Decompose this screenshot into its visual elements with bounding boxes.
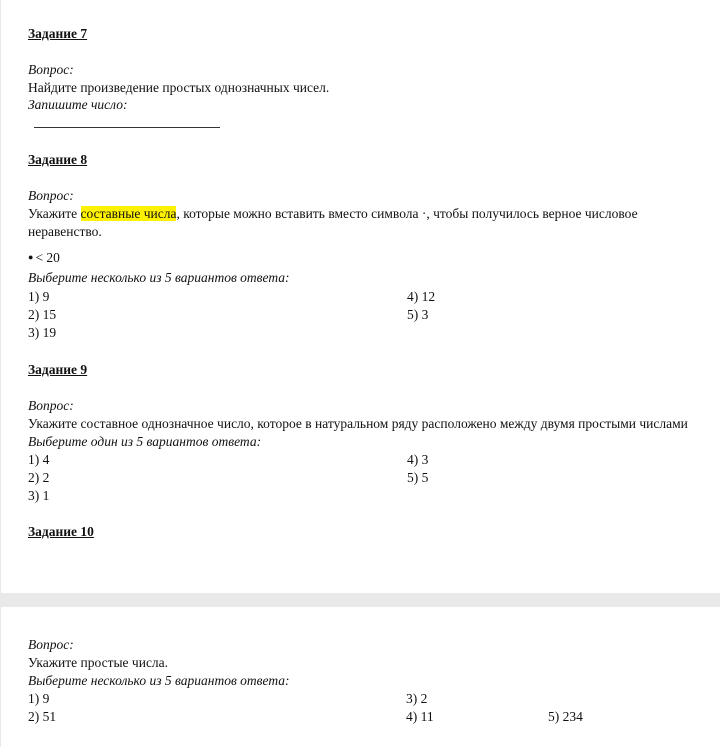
task-10-instruction: Выберите несколько из 5 вариантов ответа: [28,673,290,688]
task-8-highlighted-term: составные числа [80,206,177,221]
task-8-question-text [28,206,638,222]
task-8-question-label: Вопрос: [28,188,74,203]
task-10-option-2[interactable]: 2) 51 [28,709,57,724]
task-9-option-2[interactable]: 2) 2 [28,470,50,485]
task-8-expression-text: < 20 [35,250,60,265]
task-8-instruction: Выберите несколько из 5 вариантов ответа: [28,270,290,285]
task-7-answer-line[interactable] [34,127,220,128]
task-7-instruction: Запишите число: [28,97,128,112]
task-10-option-5[interactable]: 5) 234 [548,709,583,724]
task-9-option-4[interactable]: 4) 3 [407,452,429,467]
task-10-option-1[interactable]: 1) 9 [28,691,50,706]
task-10-option-4[interactable]: 4) 11 [406,709,434,724]
task-8-heading: Задание 8 [28,152,88,167]
document-page-1 [1,0,720,593]
task-9-question-text: Укажите составное однозначное число, которое в натуральном ряду расположено между двумя простыми числами [28,416,688,431]
task-9-option-3[interactable]: 3) 1 [28,488,50,503]
task-9-instruction: Выберите один из 5 вариантов ответа: [28,434,262,449]
task-8-question-before: Укажите [28,206,81,221]
task-8-option-5[interactable]: 5) 3 [407,307,429,322]
task-8-question-after: , которые можно вставить вместо символа ·, чтобы получилось верное числовое [176,206,638,221]
task-8-expression [28,249,60,266]
task-10-heading: Задание 10 [28,524,94,539]
task-10-question-text: Укажите простые числа. [28,655,169,670]
task-7-question-label: Вопрос: [28,62,74,77]
task-8-option-2[interactable]: 2) 15 [28,307,57,322]
task-8-option-3[interactable]: 3) 19 [28,325,57,340]
task-7-question-text: Найдите произведение простых однозначных чисел. [28,80,330,95]
task-9-option-1[interactable]: 1) 4 [28,452,50,467]
document-page-2 [1,607,720,747]
task-10-option-3[interactable]: 3) 2 [406,691,428,706]
task-9-question-label: Вопрос: [28,398,74,413]
bullet-dot-icon: ● [28,252,34,262]
task-8-option-1[interactable]: 1) 9 [28,289,50,304]
task-9-option-5[interactable]: 5) 5 [407,470,429,485]
task-8-option-4[interactable]: 4) 12 [407,289,436,304]
task-7-heading: Задание 7 [28,26,88,41]
task-8-question-text-line2: неравенство. [28,224,102,239]
task-9-heading: Задание 9 [28,362,88,377]
task-10-question-label: Вопрос: [28,637,74,652]
